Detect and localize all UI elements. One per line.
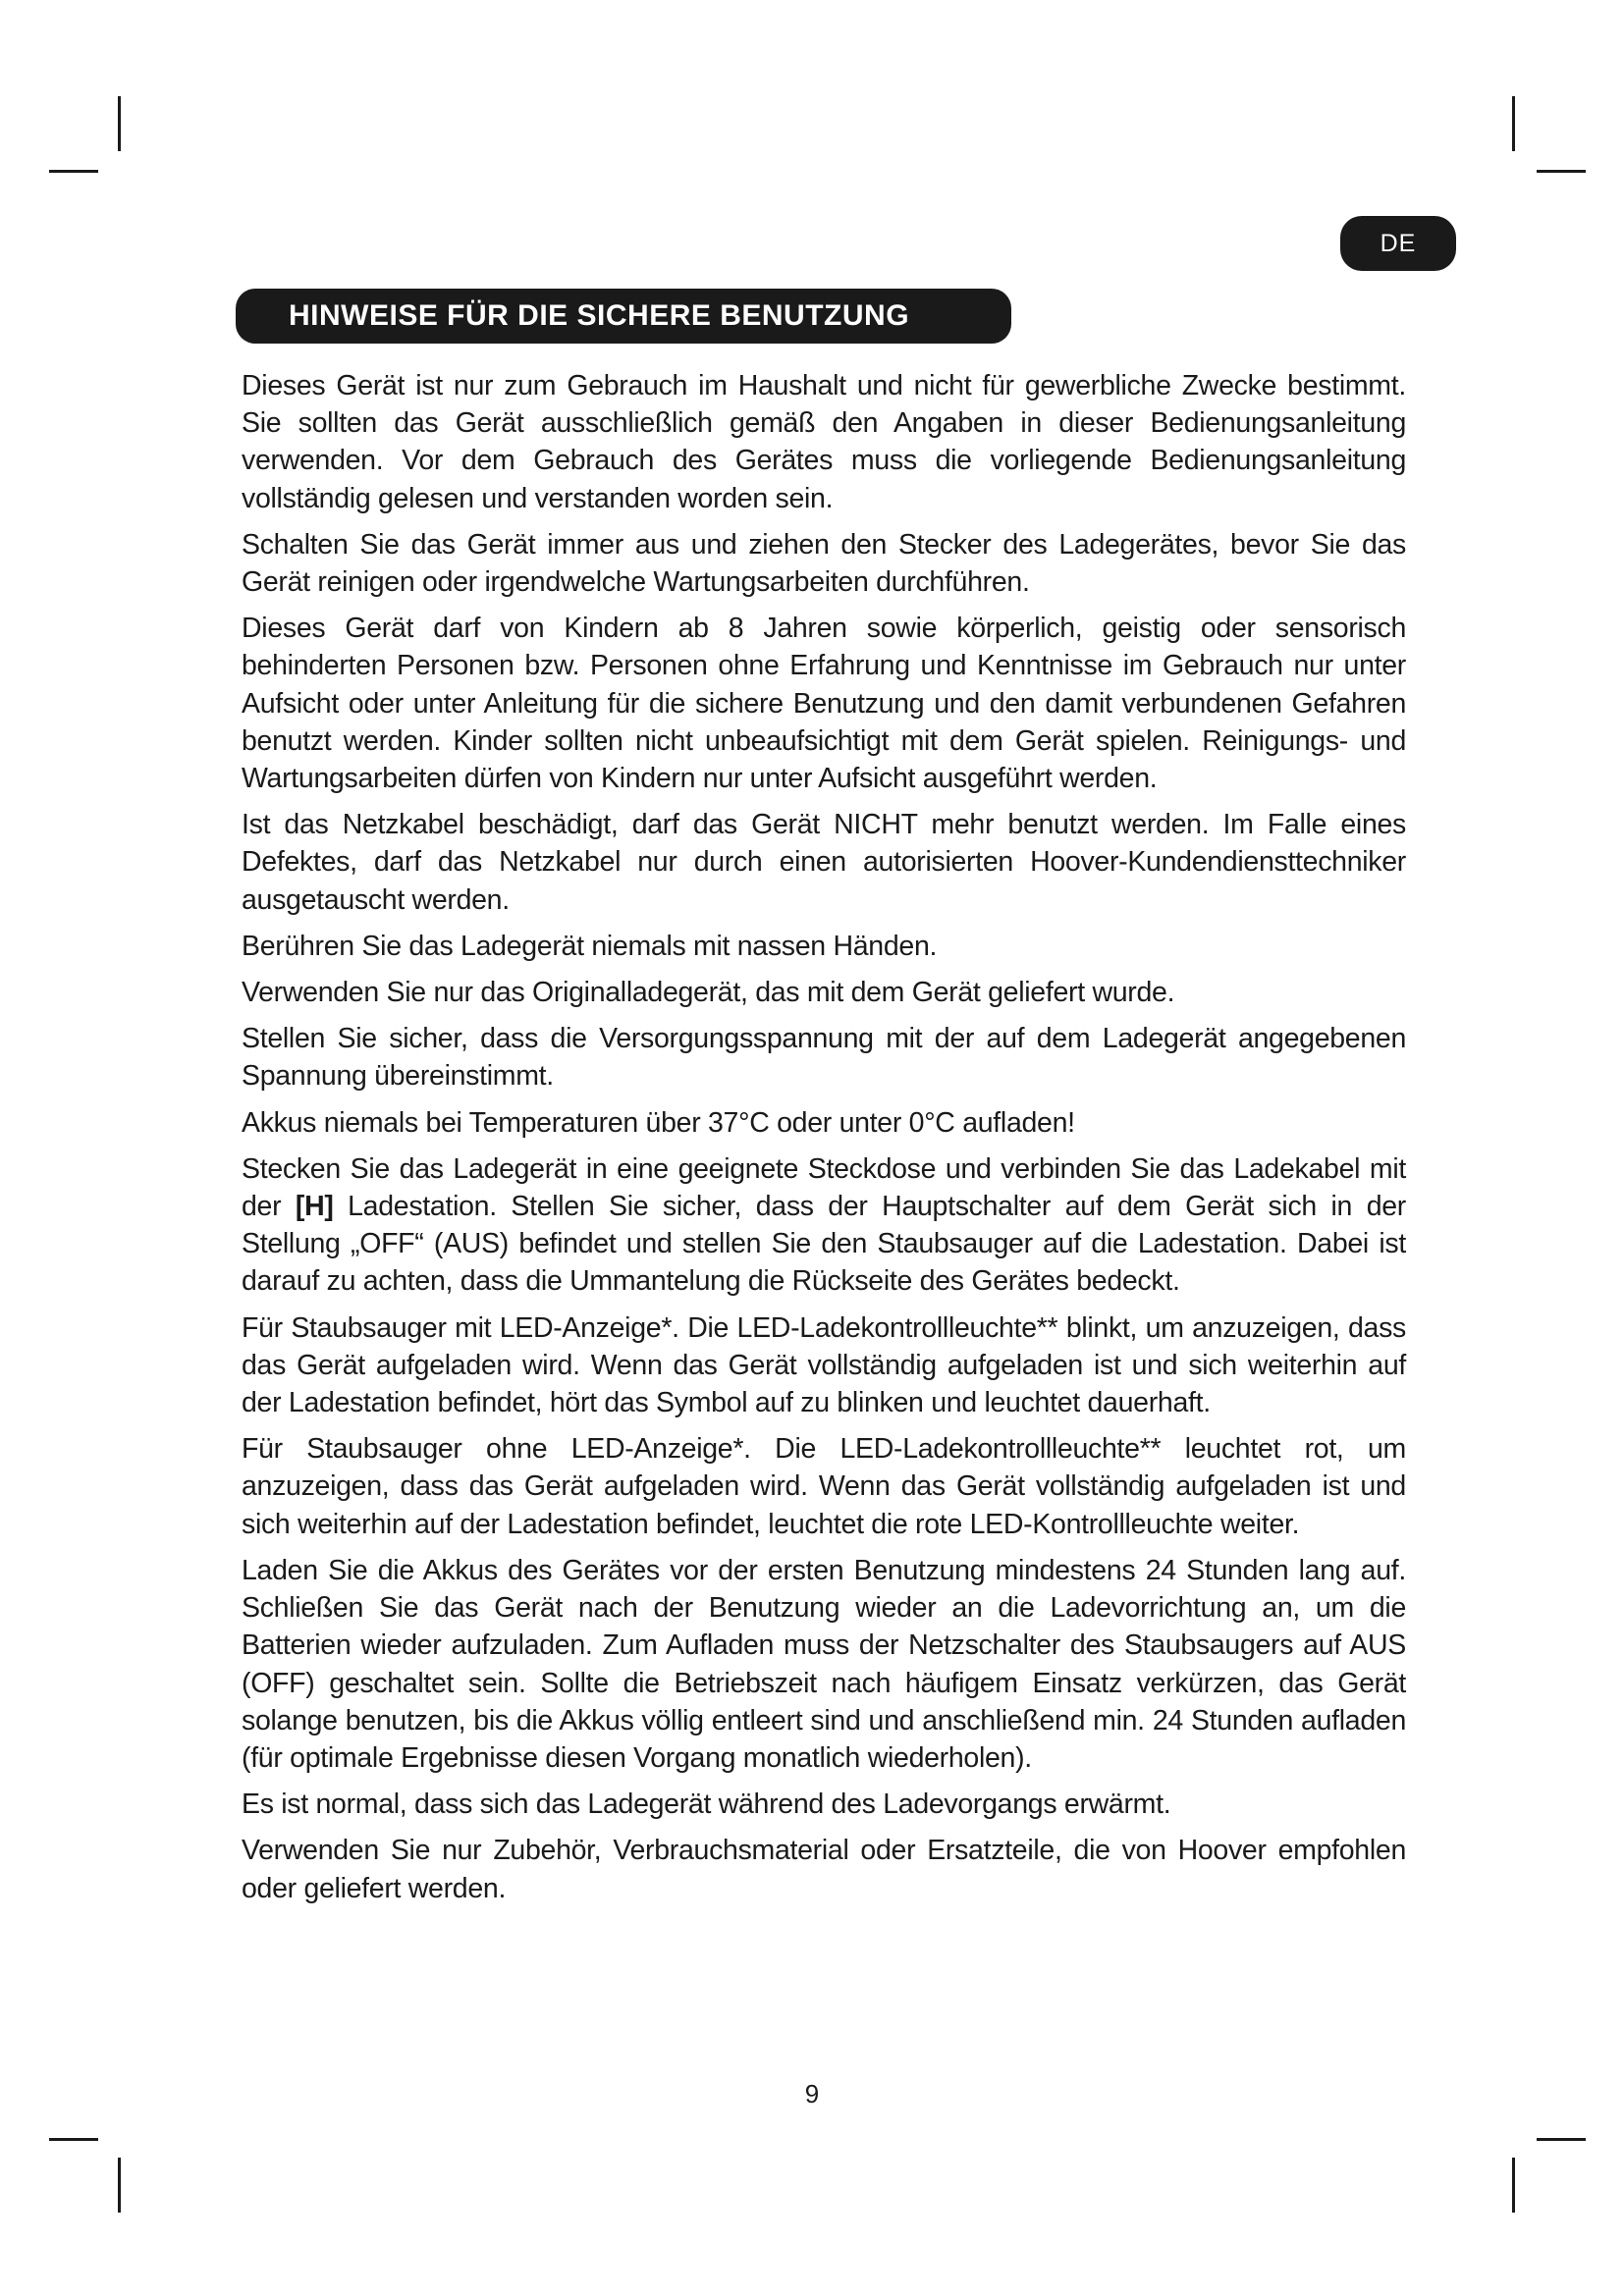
paragraph-accessories: Verwenden Sie nur Zubehör, Verbrauchsmaterial oder Ersatzteile, die von Hoover empfohlen oder geliefert werden. xyxy=(242,1835,1406,1904)
crop-mark-top-right-vertical xyxy=(1512,96,1515,151)
paragraph-original-charger: Verwenden Sie nur das Originalladegerät, das mit dem Gerät geliefert wurde. xyxy=(242,977,1175,1009)
paragraph-battery-charging: Laden Sie die Akkus des Gerätes vor der ersten Benutzung mindestens 24 Stunden lang auf. Schließen Sie das Gerät nach der Benutzung wieder an die Ladevorrichtung an, um die Batterien wieder aufzuladen. Zum Aufladen muss der Netzschalter des Staubsaugers auf AUS (OFF) geschaltet sein. Sollte die Betriebszeit nach häufigem Einsatz verkürzen, das Gerät solange benutzen, bis die Akkus völlig entleert sind und anschließend min. 24 Stunden aufladen (für optimale Ergebnisse diesen Vorgang monatlich wiederholen). xyxy=(242,1554,1406,1774)
paragraph-temperature: Akkus niemals bei Temperaturen über 37°C oder unter 0°C aufladen! xyxy=(242,1106,1075,1139)
paragraph-charging-station-before: Stecken Sie das Ladegerät in eine geeignete Steckdose und verbinden Sie das Ladekabel mit der xyxy=(242,1152,1406,1223)
language-badge: DE xyxy=(1340,216,1456,271)
paragraph-children-supervision: Dieses Gerät darf von Kindern ab 8 Jahren sowie körperlich, geistig oder sensorisch behinderten Personen bzw. Personen ohne Erfahrung und Kenntnisse im Gebrauch nur unter Aufsicht oder unter Anleitung für die sichere Benutzung und den damit verbundenen Gefahren benutzt werden. Kinder sollten nicht unbeaufsichtigt mit dem Gerät spielen. Reinigungs- und Wartungsarbeiten dürfen von Kindern nur unter Aufsicht ausgeführt werden. xyxy=(242,613,1406,795)
crop-mark-bottom-right-horizontal xyxy=(1537,2138,1586,2141)
crop-mark-top-left-vertical xyxy=(118,96,121,151)
paragraph-led-display: Für Staubsauger mit LED-Anzeige*. Die LED-Ladekontrollleuchte** blinkt, um anzuzeigen, dass das Gerät aufgeladen wird. Wenn das Gerät vollständig aufgeladen ist und sich weiterhin auf der Ladestation befindet, hört das Symbol auf zu blinken und leuchtet dauerhaft. xyxy=(242,1311,1406,1419)
charging-station-reference: [H] xyxy=(295,1191,334,1223)
paragraph-no-led-display: Für Staubsauger ohne LED-Anzeige*. Die LED-Ladekontrollleuchte** leuchtet rot, um anzuzeigen, dass das Gerät aufgeladen wird. Wenn das Gerät vollständig aufgeladen ist und sich weiterhin auf der Ladestation befindet, leuchtet die rote LED-Kontrollleuchte weiter. xyxy=(242,1433,1406,1540)
crop-mark-bottom-right-vertical xyxy=(1512,2158,1515,2213)
page-number: 9 xyxy=(804,2079,820,2109)
paragraph-wet-hands: Berühren Sie das Ladegerät niemals mit nassen Händen. xyxy=(242,930,938,962)
safety-instructions-body xyxy=(242,367,1406,1916)
crop-mark-top-left-horizontal xyxy=(49,170,98,173)
crop-mark-bottom-left-horizontal xyxy=(49,2138,98,2141)
paragraph-switch-off-before-cleaning: Schalten Sie das Gerät immer aus und ziehen den Stecker des Ladegerätes, bevor Sie das Gerät reinigen oder irgendwelche Wartungsarbeiten durchführen. xyxy=(242,528,1406,599)
paragraph-charging-station xyxy=(242,1150,1406,1301)
section-heading-bar xyxy=(236,289,1011,344)
section-title: HINWEISE FÜR DIE SICHERE BENUTZUNG xyxy=(289,299,910,332)
paragraph-household-use: Dieses Gerät ist nur zum Gebrauch im Haushalt und nicht für gewerbliche Zwecke bestimmt. Sie sollten das Gerät ausschließlich gemäß den Angaben in dieser Bedienungsanleitung verwenden. Vor dem Gebrauch des Gerätes muss die vorliegende Bedienungsanleitung vollständig gelesen und verstanden worden sein. xyxy=(242,370,1406,514)
crop-mark-top-right-horizontal xyxy=(1537,170,1586,173)
paragraph-charging-station-after: Ladestation. Stellen Sie sicher, dass der Hauptschalter auf dem Gerät sich in der Stellung „OFF“ (AUS) befindet und stellen Sie den Staubsauger auf die Ladestation. Dabei ist darauf zu achten, dass die Ummantelung die Rückseite des Gerätes bedeckt. xyxy=(242,1191,1406,1298)
paragraph-charger-warm: Es ist normal, dass sich das Ladegerät während des Ladevorgangs erwärmt. xyxy=(242,1789,1171,1821)
crop-mark-bottom-left-vertical xyxy=(118,2158,121,2213)
paragraph-damaged-cable: Ist das Netzkabel beschädigt, darf das Gerät NICHT mehr benutzt werden. Im Falle eines Defektes, darf das Netzkabel nur durch einen autorisierten Hoover-Kundendiensttechniker ausgetauscht werden. xyxy=(242,809,1406,916)
paragraph-supply-voltage: Stellen Sie sicher, dass die Versorgungsspannung mit der auf dem Ladegerät angegebenen Spannung übereinstimmt. xyxy=(242,1023,1406,1093)
